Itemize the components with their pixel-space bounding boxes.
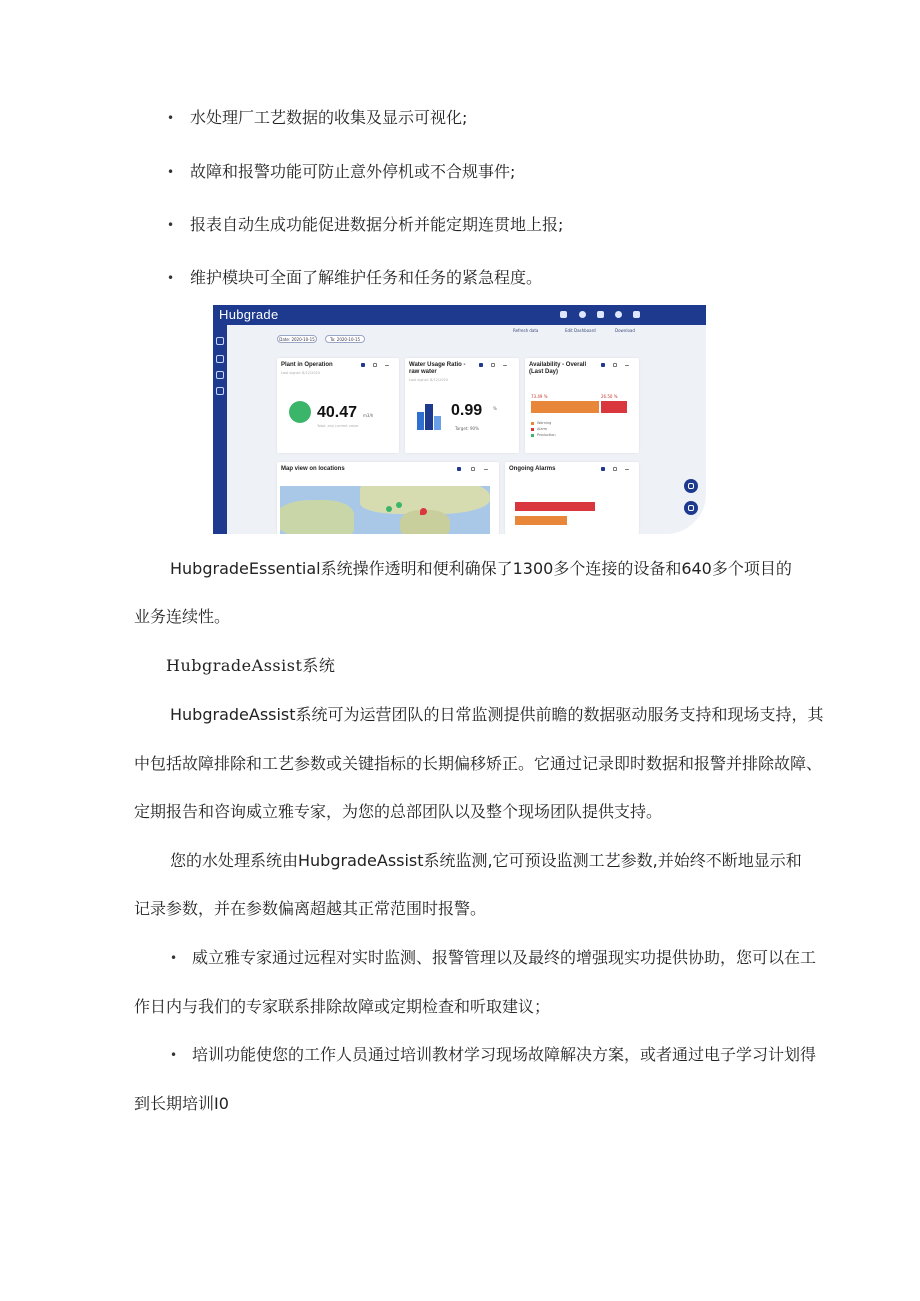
- alarms-card-title: Ongoing Alarms: [509, 466, 556, 472]
- plant-value: 40.47: [317, 404, 358, 421]
- plant-note: Total: any current value: [317, 424, 359, 428]
- bullet-text-2: 故障和报警功能可防止意外停机或不合规事件;: [190, 162, 516, 181]
- plant-card: [277, 358, 399, 453]
- paragraph-1-line-2: 业务连续性。: [134, 607, 231, 626]
- bullet-5-line-2: 作日内与我们的专家联系排除故障或定期检查和听取建议；: [134, 997, 551, 1016]
- more-icon: [503, 365, 507, 366]
- map-card: [277, 462, 499, 534]
- menu-icon: [633, 311, 640, 318]
- availability-bar-red: [601, 401, 627, 413]
- legend-label: Warning: [537, 421, 552, 425]
- legend-label: Alarm: [537, 427, 548, 431]
- bullet-marker: •: [167, 271, 175, 285]
- alert-icon: [597, 311, 604, 318]
- refresh-link: Refresh data: [513, 328, 539, 333]
- bar1-label: 73.49 %: [531, 394, 548, 399]
- availability-bar-orange: [531, 401, 599, 413]
- expand-icon: [613, 363, 617, 367]
- paragraph-2-line-1: HubgradeAssist系统可为运营团队的日常监测提供前瞻的数据驱动服务支持和现场支持，其: [170, 705, 824, 724]
- more-icon: [625, 365, 629, 366]
- bullet-marker: •: [167, 111, 175, 125]
- legend-swatch: [531, 422, 534, 425]
- settings-icon: [579, 311, 586, 318]
- legend-swatch: [531, 434, 534, 437]
- bullet-marker: •: [170, 1048, 178, 1062]
- expand-icon: [373, 363, 377, 367]
- paragraph-1-line-1: HubgradeEssential系统操作透明和便利确保了1300多个连接的设备和640多个项目的: [170, 559, 792, 578]
- paragraph-2-line-2: 中包括故障排除和工艺参数或关键指标的长期偏移矫正。它通过记录即时数据和报警并排除故障、: [134, 754, 823, 773]
- bullet-5-line-1: 威立雅专家通过远程对实时监测、报警管理以及最终的增强现实功提供协助，您可以在工: [192, 948, 817, 967]
- water-card: [405, 358, 519, 453]
- bullet-6-line-2: 到长期培训I0: [134, 1094, 229, 1113]
- availability-card: [525, 358, 639, 453]
- more-icon: [625, 469, 629, 470]
- map-marker-icon: [396, 502, 402, 508]
- bullet-marker: •: [167, 165, 175, 179]
- paragraph-3-line-2: 记录参数，并在参数偏离超越其正常范围时报警。: [134, 899, 487, 918]
- plant-card-title: Plant in Operation: [281, 362, 333, 368]
- expand-icon: [471, 467, 475, 471]
- home-icon: [216, 355, 224, 363]
- availability-card-title: Availability - Overall (Last Day): [529, 362, 587, 375]
- water-value: 0.99: [451, 402, 483, 419]
- chat-button: [684, 479, 698, 493]
- water-card-subtitle: Last signal: 8/12/2020: [409, 378, 448, 382]
- legend-label: Production: [537, 433, 556, 437]
- bullet-text-3: 报表自动生成功能促进数据分析并能定期连贯地上报;: [190, 215, 564, 234]
- building-icon: [417, 402, 441, 430]
- date-filter: To: 2020-10-15: [325, 335, 365, 343]
- alarms-card: [505, 462, 639, 534]
- dashboard-sidebar: [213, 325, 227, 534]
- edit-dashboard-link: Edit Dashboard: [565, 328, 596, 333]
- plant-unit: m3/h: [363, 413, 374, 418]
- legend-swatch: [531, 428, 534, 431]
- water-target: Target: 90%: [455, 426, 479, 431]
- hubgrade-logo: Hubgrade: [219, 307, 279, 322]
- more-icon: [385, 365, 389, 366]
- dashboard-header: [213, 305, 706, 325]
- map-card-title: Map view on locations: [281, 466, 345, 472]
- download-link: Download: [615, 328, 635, 333]
- bullet-text-1: 水处理厂工艺数据的收集及显示可视化;: [190, 108, 468, 127]
- water-card-title: Water Usage Ratio - raw water: [409, 362, 466, 375]
- more-icon: [484, 469, 488, 470]
- alarm-bar-red: [515, 502, 595, 511]
- search-icon: [216, 337, 224, 345]
- alarm-bar-orange: [515, 516, 567, 525]
- user-icon: [615, 311, 622, 318]
- bullet-marker: •: [167, 218, 175, 232]
- dashboard-screenshot: [213, 305, 706, 534]
- help-button: [684, 501, 698, 515]
- info-icon: [457, 467, 461, 471]
- expand-icon: [491, 363, 495, 367]
- expand-icon: [613, 467, 617, 471]
- section-heading: HubgradeAssist系统: [166, 656, 336, 675]
- bullet-text-4: 维护模块可全面了解维护任务和任务的紧急程度。: [190, 268, 543, 287]
- map-marker-icon: [386, 506, 392, 512]
- status-circle-icon: [289, 401, 311, 423]
- water-unit: %: [493, 406, 497, 411]
- paragraph-3-line-1: 您的水处理系统由HubgradeAssist系统监测,它可预设监测工艺参数,并始终不断地显示和: [170, 851, 802, 870]
- map-view: [280, 486, 490, 534]
- date-filter: Date: 2020-10-15: [277, 335, 317, 343]
- map-icon: [216, 371, 224, 379]
- map-marker-icon: [420, 508, 427, 515]
- plant-card-subtitle: Last signal: 8/12/2020: [281, 371, 320, 375]
- info-icon: [601, 467, 605, 471]
- info-icon: [361, 363, 365, 367]
- info-icon: [479, 363, 483, 367]
- bullet-6-line-1: 培训功能使您的工作人员通过培训教材学习现场故障解决方案，或者通过电子学习计划得: [192, 1045, 817, 1064]
- chart-icon: [216, 387, 224, 395]
- info-icon: [601, 363, 605, 367]
- paragraph-2-line-3: 定期报告和咨询威立雅专家，为您的总部团队以及整个现场团队提供支持。: [134, 802, 663, 821]
- bar2-label: 26.50 %: [601, 394, 618, 399]
- grid-icon: [560, 311, 567, 318]
- bullet-marker: •: [170, 951, 178, 965]
